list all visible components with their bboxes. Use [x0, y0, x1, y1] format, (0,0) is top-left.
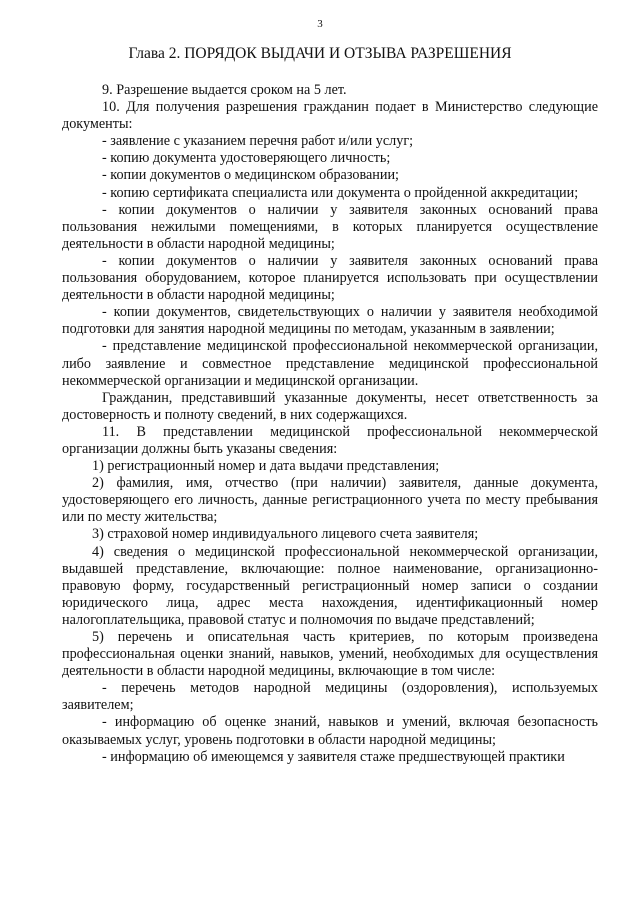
paragraph-9: 9. Разрешение выдается сроком на 5 лет.: [102, 82, 347, 98]
list-item: - копии документов о наличии у заявителя законных оснований права пользования нежилыми помещениями, в которых планируется осуществление деятельности в области народной медицины;: [62, 201, 598, 252]
list-item: - информацию об имеющемся у заявителя стаже предшествующей практики: [102, 748, 565, 765]
numbered-item: 2) фамилия, имя, отчество (при наличии) заявителя, данные документа, удостоверяющего его личность, данные регистрационного учета по месту пребывания или по месту жительства;: [62, 475, 598, 526]
list-item: - перечень методов народной медицины (оздоровления), используемых заявителем;: [62, 680, 598, 714]
list-item: - копию сертификата специалиста или документа о пройденной аккредитации;: [102, 184, 579, 201]
responsibility-paragraph: Гражданин, представивший указанные документы, несет ответственность за достоверность и полноту сведений, в них содержащихся.: [62, 389, 598, 423]
list-item: - копии документов, свидетельствующих о наличии у заявителя необходимой подготовки для занятия народной медицины по методам, указанным в заявлении;: [62, 304, 598, 338]
numbered-item: 5) перечень и описательная часть критериев, по которым произведена профессиональная оценки знаний, навыков, умений, необходимых для осуществления деятельности в области народной медицины, включающие в том числе:: [62, 629, 598, 680]
list-item: - копию документа удостоверяющего личность;: [102, 150, 391, 167]
list-item: - копии документов о медицинском образовании;: [102, 167, 399, 184]
numbered-item: 1) регистрационный номер и дата выдачи представления;: [92, 458, 440, 475]
chapter-title: Глава 2. ПОРЯДОК ВЫДАЧИ И ОТЗЫВА РАЗРЕШЕНИЯ: [128, 45, 512, 62]
numbered-item: 4) сведения о медицинской профессиональной некоммерческой организации, выдавшей представление, включающие: полное наименование, организационно-правовую форму, государственный регистрационный номер записи о создании юридического лица, адрес места нахождения, идентификационный номер налогоплательщика, правовой статус и полномочия по выдаче представлений;: [62, 543, 598, 628]
numbered-item: 3) страховой номер индивидуального лицевого счета заявителя;: [92, 526, 479, 543]
page-number: 3: [317, 18, 323, 30]
list-item: - копии документов о наличии у заявителя законных оснований права пользования оборудованием, которое планируется использовать при осуществлении деятельности в области народной медицины;: [62, 252, 598, 304]
list-item: - представление медицинской профессиональной некоммерческой организации, либо заявление и совместное представление медицинской профессиональной некоммерческой организации и медицинской организации.: [62, 338, 598, 389]
paragraph-11: 11. В представлении медицинской профессиональной некоммерческой организации должны быть указаны сведения:: [62, 423, 598, 457]
list-item: - заявление с указанием перечня работ и/или услуг;: [102, 133, 414, 150]
document-body: [62, 82, 598, 766]
list-item: - информацию об оценке знаний, навыков и умений, включая безопасность оказываемых услуг, уровень подготовки в области народной медицины;: [62, 714, 598, 748]
paragraph-10: 10. Для получения разрешения гражданин подает в Министерство следующие документы:: [62, 99, 598, 133]
